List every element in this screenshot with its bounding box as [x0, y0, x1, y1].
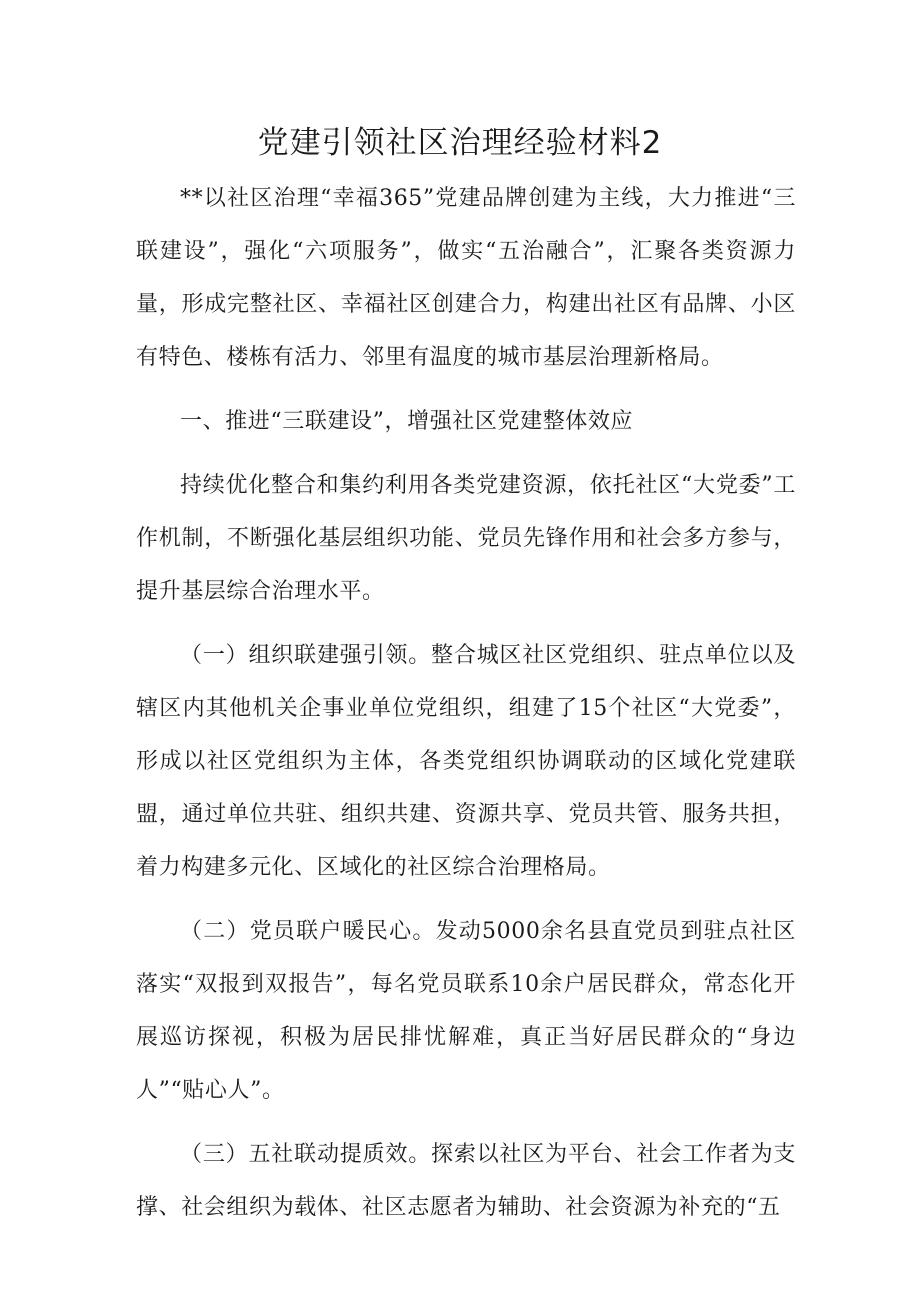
intro-paragraph: **以社区治理“幸福365”党建品牌创建为主线，大力推进“三联建设”，强化“六项服务”，做实“五治融合”，汇聚各类资源力量，形成完整社区、幸福社区创建合力，构建出社区有品牌、小区有特色、楼栋有活力、邻里有温度的城市基层治理新格局。 — [136, 186, 796, 370]
subsection-1-paragraph: （一）组织联建强引领。整合城区社区党组织、驻点单位以及辖区内其他机关企事业单位党组织，组建了15个社区“大党委”，形成以社区党组织为主体，各类党组织协调联动的区域化党建联盟，通过单位共驻、组织共建、资源共享、党员共管、服务共担，着力构建多元化、区域化的社区综合治理格局。 — [136, 643, 796, 880]
document-title: 党建引领社区治理经验材料2 — [257, 125, 663, 161]
document-body — [136, 172, 796, 1234]
subsection-2-paragraph: （二）党员联户暖民心。发动5000余名县直党员到驻点社区落实“双报到双报告”，每名党员联系10余户居民群众，常态化开展巡访探视，积极为居民排忧解难，真正当好居民群众的“身边人”“贴心人”。 — [136, 919, 796, 1103]
subsection-3-paragraph: （三）五社联动提质效。探索以社区为平台、社会工作者为支撑、社会组织为载体、社区志愿者为辅助、社会资源为补充的“五 — [136, 1142, 796, 1220]
section-1-summary-paragraph: 持续优化整合和集约利用各类党建资源，依托社区“大党委”工作机制，不断强化基层组织功能、党员先锋作用和社会多方参与，提升基层综合治理水平。 — [136, 473, 796, 604]
section-heading-1: 一、推进“三联建设”，增强社区党建整体效应 — [180, 409, 634, 434]
